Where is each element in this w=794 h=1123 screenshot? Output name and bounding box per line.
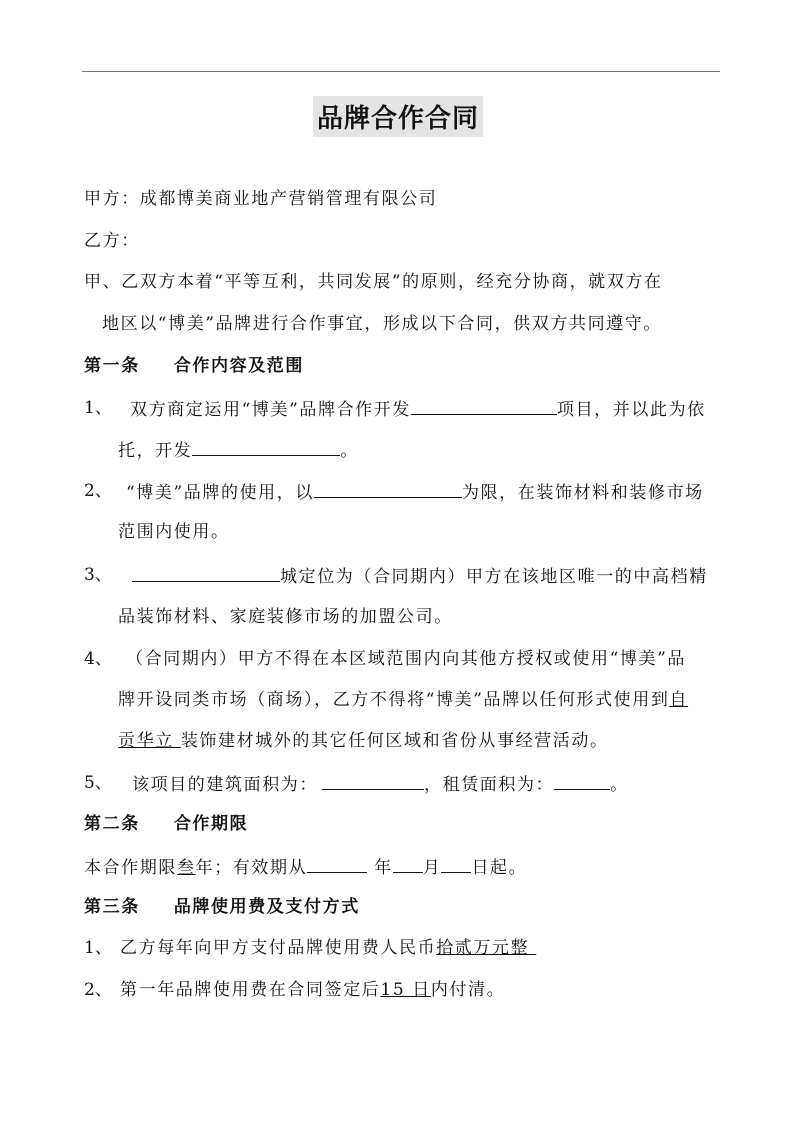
article-1-item-3-cont: 品装饰材料、家庭装修市场的加盟公司。 xyxy=(118,607,453,627)
header-rule xyxy=(82,71,720,72)
article-1-item-1: 双方商定运用“博美”品牌合作开发 项目，并以此为依 xyxy=(130,396,706,422)
article-1-item-3: 城定位为（合同期内）甲方在该地区唯一的中高档精 xyxy=(132,563,708,589)
article-1-item-1-cont: 托，开发 。 xyxy=(118,437,359,463)
party-a: 甲方：成都博美商业地产营销管理有限公司 xyxy=(84,189,438,209)
item-number: 5、 xyxy=(84,773,112,793)
article-3-item-1: 乙方每年向甲方支付品牌使用费人民币拾贰万元整 xyxy=(120,938,537,958)
preamble-line-1: 甲、乙双方本着“平等互利，共同发展”的原则，经充分协商，就双方在 xyxy=(84,272,663,292)
article-3-item-2: 第一年品牌使用费在合同签定后15 日内付清。 xyxy=(120,980,506,1000)
article-1-item-4: （合同期内）甲方不得在本区域范围内向其他方授权或使用“博美”品 xyxy=(126,649,686,669)
article-1-item-4-cont2: 贡华立 装饰建材城外的其它任何区域和省份从事经营活动。 xyxy=(118,731,609,751)
article-1-item-4-cont: 牌开设同类市场（商场），乙方不得将“博美”品牌以任何形式使用到自 xyxy=(118,690,689,710)
item-number: 1、 xyxy=(84,398,112,418)
article-1-item-5: 该项目的建筑面积为： ，租赁面积为： 。 xyxy=(132,771,629,797)
article-2-heading: 第二条 合作期限 xyxy=(84,814,249,834)
item-number: 4、 xyxy=(84,649,112,669)
item-number: 1、 xyxy=(84,938,112,958)
document-title: 品牌合作合同 xyxy=(313,96,483,137)
preamble-line-2: 地区以“博美”品牌进行合作事宜，形成以下合同，供双方共同遵守。 xyxy=(102,314,662,334)
item-number: 2、 xyxy=(84,980,112,1000)
party-b: 乙方： xyxy=(84,231,140,251)
item-number: 3、 xyxy=(84,565,112,585)
article-1-item-2: “博美”品牌的使用，以 为限，在装饰材料和装修市场 xyxy=(126,479,704,505)
item-number: 2、 xyxy=(84,481,112,501)
article-1-heading: 第一条 合作内容及范围 xyxy=(84,356,305,376)
article-3-heading: 第三条 品牌使用费及支付方式 xyxy=(84,897,360,917)
article-2-term: 本合作期限叁年；有效期从 年 月 日起。 xyxy=(84,854,527,880)
article-1-item-2-cont: 范围内使用。 xyxy=(118,522,230,542)
